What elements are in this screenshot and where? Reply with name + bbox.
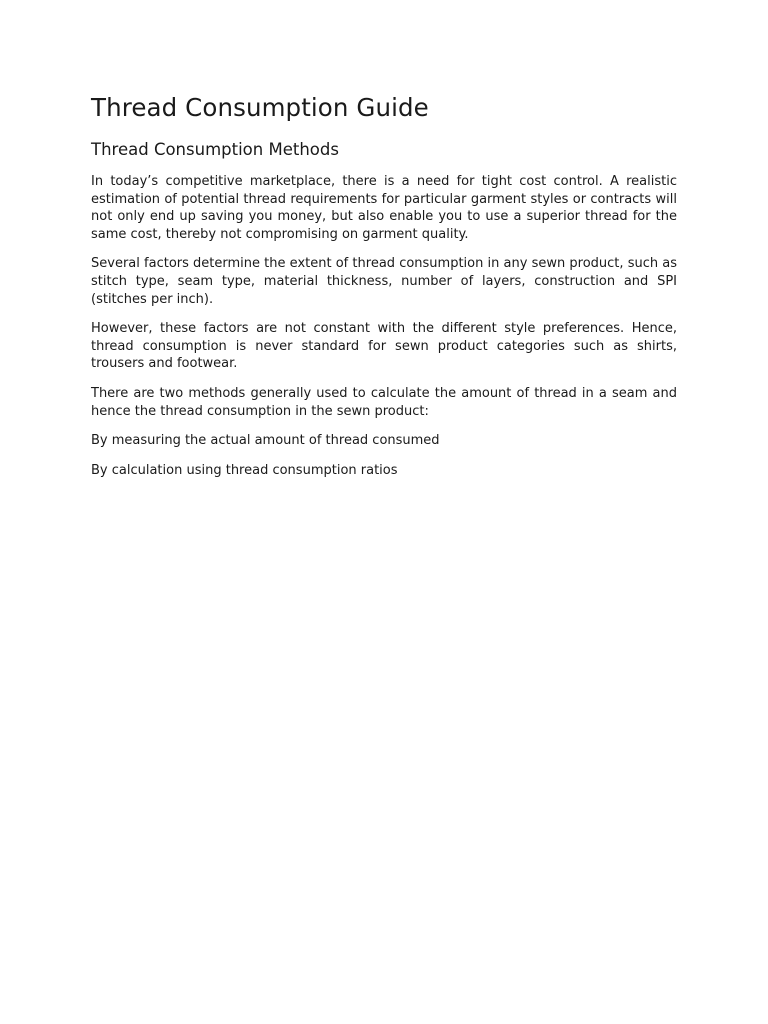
paragraph-intro: In today’s competitive marketplace, there is a need for tight cost control. A realistic estimation of potential thread requirements for particular garment styles or contracts will not only end up saving you money, but also enable you to use a superior thread for the same cost, thereby not compromising on garment quality. <box>91 174 677 242</box>
paragraph-factors: Several factors determine the extent of thread consumption in any sewn product, such as stitch type, seam type, material thickness, number of layers, construction and SPI (stitches per inch). <box>91 256 677 307</box>
method-item-calculation: By calculation using thread consumption ratios <box>91 462 398 478</box>
page-title: Thread Consumption Guide <box>91 93 429 122</box>
section-heading: Thread Consumption Methods <box>91 140 339 159</box>
paragraph-variability: However, these factors are not constant with the different style preferences. Hence, thread consumption is never standard for sewn product categories such as shirts, trousers and footwear. <box>91 321 677 372</box>
method-item-measuring: By measuring the actual amount of thread consumed <box>91 433 440 449</box>
paragraph-methods-intro: There are two methods generally used to calculate the amount of thread in a seam and hence the thread consumption in the sewn product: <box>91 385 677 419</box>
